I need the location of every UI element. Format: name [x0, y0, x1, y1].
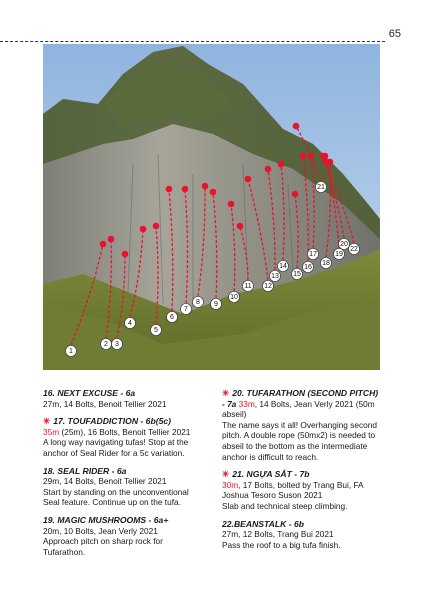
star-icon: ✳	[222, 388, 230, 398]
route-title-text: 21. NGỰA SẮT - 7b	[232, 469, 310, 480]
page-divider	[0, 41, 385, 42]
route-meta-text: 20m, 10 Bolts, Jean Verly 2021	[43, 525, 158, 536]
route-number-label: 8	[196, 299, 200, 306]
route-number-label: 7	[184, 306, 188, 313]
route-number-label: 9	[214, 301, 218, 308]
route-meta	[222, 529, 380, 540]
route-title-text: 18. SEAL RIDER - 6a	[43, 465, 127, 476]
route-anchor-dot	[323, 159, 330, 166]
route-description: A long way navigating tufas! Stop at the anchor of Seal Rider for a 5c variation.	[43, 437, 189, 458]
route-number-label: 2	[104, 341, 108, 348]
route-anchor-dot	[292, 191, 299, 198]
route-number-label: 1	[69, 348, 73, 355]
route-list-left	[43, 388, 201, 564]
page-number: 65	[388, 28, 401, 40]
route-title-text: 20. TUFARATHON (SECOND PITCH)	[232, 388, 379, 398]
route-anchor-dot	[100, 241, 107, 248]
route-anchor-dot	[166, 186, 173, 193]
route-anchor-dot	[278, 161, 285, 168]
route-meta-text: 27m, 12 Bolts, Trang Bui 2021	[222, 529, 334, 540]
route-number-label: 11	[244, 283, 252, 290]
route-description: Slab and technical steep climbing.	[222, 500, 348, 511]
star-icon: ✳	[222, 469, 230, 480]
route-number-label: 4	[128, 320, 132, 327]
route-number-label: 12	[264, 283, 272, 290]
route-anchor-dot	[182, 186, 189, 193]
route-number-label: 13	[271, 273, 279, 280]
route-meta	[222, 480, 380, 501]
route-meta-text: , 17 Bolts, bolted by Trang Bui, FA Joshua Tesoro Suson 2021	[222, 479, 364, 501]
route-meta-text: 27m, 14 Bolts, Benoit Tellier 2021	[43, 398, 167, 409]
route-entry	[43, 515, 201, 557]
route-description: Approach pitch on sharp rock for Tufarathon.	[43, 536, 163, 557]
route-entry	[43, 466, 201, 508]
route-entry	[222, 388, 380, 462]
route-title	[222, 519, 380, 530]
route-number-label: 5	[154, 327, 158, 334]
route-entry	[43, 416, 201, 458]
route-anchor-dot	[293, 123, 300, 130]
route-number-label: 15	[293, 271, 301, 278]
route-number-label: 22	[350, 246, 358, 253]
route-meta	[43, 526, 201, 537]
route-number-label: 14	[279, 263, 287, 270]
route-meta-text: , 14 Bolts, Jean Verly 2021 (50m abseil)	[222, 398, 375, 420]
route-number-label: 21	[317, 184, 325, 191]
route-list-right	[222, 388, 380, 557]
route-anchor-dot	[237, 223, 244, 230]
route-title	[222, 388, 380, 399]
route-number-label: 19	[335, 251, 343, 258]
route-meta	[43, 399, 201, 410]
route-length-highlight: 35m	[43, 426, 60, 437]
route-anchor-dot	[300, 153, 307, 160]
star-icon: ✳	[43, 416, 51, 427]
route-anchor-dot	[108, 236, 115, 243]
route-description: The name says it all! Overhanging second pitch. A double rope (50mx2) is needed to abseil to the bottom as the intermediate anchor is difficult to reach.	[222, 419, 377, 462]
route-grade: - 7a	[222, 398, 239, 409]
route-number-label: 18	[322, 260, 330, 267]
route-meta-text: (25m), 16 Bolts, Benoit Tellier 2021	[59, 426, 191, 437]
route-number-label: 20	[340, 241, 348, 248]
route-title-text: 17. TOUFADDICTION - 6b(5c)	[53, 416, 171, 427]
route-title	[43, 466, 201, 477]
route-entry	[43, 388, 201, 409]
route-number-label: 6	[170, 314, 174, 321]
route-length-highlight: 30m	[222, 479, 239, 490]
route-title	[43, 388, 201, 399]
route-title	[222, 469, 380, 480]
route-title-text: 22.BEANSTALK - 6b	[222, 518, 304, 529]
route-number-label: 17	[309, 251, 317, 258]
route-anchor-dot	[210, 189, 217, 196]
route-meta	[222, 399, 380, 420]
route-anchor-dot	[265, 166, 272, 173]
route-title-text: 16. NEXT EXCUSE - 6a	[43, 388, 136, 398]
route-meta	[43, 476, 201, 487]
route-entry	[222, 519, 380, 551]
route-meta-text: 29m, 14 Bolts, Benoit Tellier 2021	[43, 476, 167, 487]
route-title	[43, 416, 201, 427]
route-anchor-dot	[122, 251, 129, 258]
crag-photo-topo	[43, 44, 380, 370]
route-anchor-dot	[153, 223, 160, 230]
route-anchor-dot	[245, 176, 252, 183]
route-length-highlight: 33m	[238, 398, 255, 409]
route-entry	[222, 469, 380, 511]
route-anchor-dot	[202, 183, 209, 190]
route-number-label: 10	[230, 294, 238, 301]
route-description: Pass the roof to a big tufa finish.	[222, 539, 341, 550]
route-anchor-dot	[320, 153, 327, 160]
route-anchor-dot	[140, 226, 147, 233]
route-anchor-dot	[228, 201, 235, 208]
route-number-label: 16	[304, 264, 312, 271]
crag-photo	[43, 44, 380, 370]
route-title-text: 19. MAGIC MUSHROOMS - 6a+	[43, 514, 169, 525]
route-meta	[43, 427, 201, 438]
route-description: Start by standing on the unconventional Seal feature. Continue up on the tufa.	[43, 486, 189, 508]
route-number-label: 3	[115, 341, 119, 348]
route-title	[43, 515, 201, 526]
